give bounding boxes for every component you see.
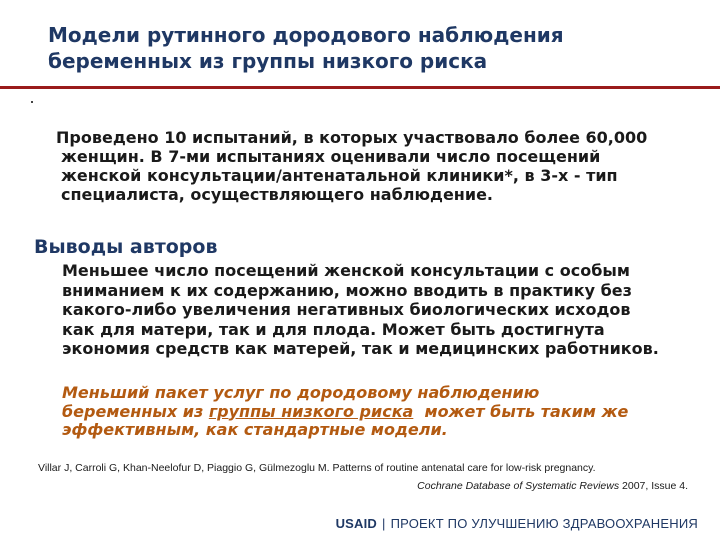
conclusion-line: экономия средств как матерей, так и медицинских работников. bbox=[62, 339, 659, 358]
intro-paragraph bbox=[56, 128, 696, 204]
usaid-logo-text: USAID bbox=[335, 516, 378, 531]
citation-journal: Cochrane Database of Systematic Reviews bbox=[417, 480, 620, 492]
intro-line: специалиста, осуществляющего наблюдение. bbox=[61, 185, 493, 204]
quote-line: Меньший пакет услуг по дородовому наблюдению bbox=[62, 383, 540, 402]
footer-project-name: ПРОЕКТ ПО УЛУЧШЕНИЮ ЗДРАВООХРАНЕНИЯ bbox=[390, 516, 698, 531]
title-divider bbox=[0, 86, 720, 89]
highlighted-quote bbox=[62, 384, 702, 440]
slide-title-line2: беременных из группы низкого риска bbox=[48, 49, 488, 73]
intro-line: женщин. В 7-ми испытаниях оценивали число посещений bbox=[61, 147, 601, 166]
conclusion-line: какого-либо увеличения негативных биологических исходов bbox=[62, 300, 631, 319]
citation bbox=[38, 462, 698, 492]
conclusion-line: как для матери, так и для плода. Может быть достигнута bbox=[62, 319, 605, 339]
citation-source bbox=[38, 480, 698, 492]
decorative-dot bbox=[31, 101, 33, 103]
quote-text: беременных из bbox=[62, 401, 209, 421]
citation-issue: 2007, Issue 4. bbox=[619, 480, 688, 492]
quote-line bbox=[62, 403, 702, 422]
citation-authors: Villar J, Carroli G, Khan-Neelofur D, Piaggio G, Gülmezoglu M. Patterns of routine antenatal care for low-risk pregnancy. bbox=[38, 462, 596, 474]
slide-title-line1: Модели рутинного дородового наблюдения bbox=[48, 23, 564, 47]
conclusion-line: Меньшее число посещений женской консультации с особым bbox=[62, 261, 630, 280]
section-heading-conclusions: Выводы авторов bbox=[34, 236, 218, 258]
intro-line: женской консультации/антенатальной клиники*, в 3-х - тип bbox=[61, 166, 618, 185]
conclusion-line: вниманием к их содержанию, можно вводить в практику без bbox=[62, 280, 632, 300]
slide-title bbox=[48, 22, 688, 74]
quote-text: может быть таким же bbox=[413, 401, 629, 421]
footer-logo bbox=[336, 516, 698, 531]
footer-separator: | bbox=[382, 516, 386, 531]
intro-line: Проведено 10 испытаний, в которых участвовало более 60,000 bbox=[56, 128, 648, 147]
conclusion-paragraph bbox=[62, 261, 702, 359]
quote-underlined-text: группы низкого риска bbox=[208, 401, 414, 421]
quote-line: эффективным, как стандартные модели. bbox=[62, 420, 448, 439]
